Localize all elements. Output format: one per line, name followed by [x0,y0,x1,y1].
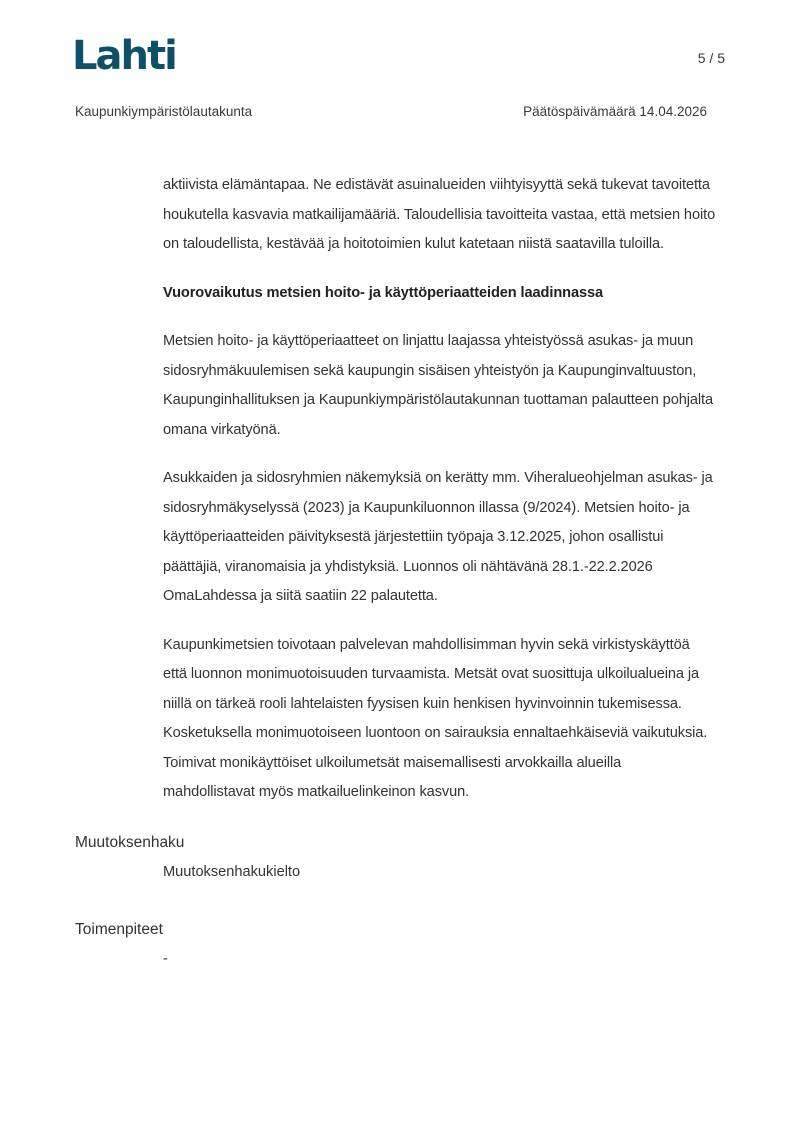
toimenpiteet-value: - [163,951,168,967]
section-toimenpiteet [75,919,715,970]
lahti-logo: Lahti [72,33,176,79]
muutoksenhaku-label: Muutoksenhaku [75,834,185,851]
toimenpiteet-label: Toimenpiteet [75,921,163,938]
paragraph-kaupunkimetsat: Kaupunkimetsien toivotaan palvelevan mahdollisimman hyvin sekä virkistyskäyttöä että luonnon monimuotoisuuden turvaamista. Metsät ovat suosittuja ulkoilualueina ja niillä on tärkeä rooli lahtelaisten fyysisen kuin henkisen hyvinvoinnin tukemisessa. Kosketuksella monimuotoiseen luontoon on sairauksia ennaltaehkäiseviä vaikutuksia. Toimivat monikäyttöiset ulkoilumetsät maisemallisesti arvokkailla alueilla mahdollistavat myös matkailuelinkeinon kasvun. [163,636,708,800]
document-meta-row [75,104,707,119]
heading-vuorovaikutus: Vuorovaikutus metsien hoito- ja käyttöperiaatteiden laadinnassa [163,284,604,301]
page-number: 5 / 5 [697,50,725,66]
paragraph-osallistuminen: Asukkaiden ja sidosryhmien näkemyksiä on kerätty mm. Viheralueohjelman asukas- ja sidosryhmäkyselyssä (2023) ja Kaupunkiluonnon illassa (9/2024). Metsien hoito- ja käyttöperiaatteiden päivityksestä järjestettiin työpaja 3.12.2025, johon osallistui päättäjiä, viranomaisia ja yhdistyksiä. Luonnos oli nähtävänä 28.1.-22.2.2026 OmaLahdessa ja siitä saatiin 22 palautetta. [163,470,713,604]
section-muutoksenhaku [75,832,715,883]
muutoksenhaku-value: Muutoksenhakukielto [163,864,301,880]
paragraph-economy: aktiivista elämäntapaa. Ne edistävät asuinalueiden viihtyisyyttä sekä tukevat tavoitetta houkutella kasvavia matkailijamääriä. Taloudellisia tavoitteita vastaa, että metsien hoito on taloudellista, kestävää ja hoitotoimien kulut katetaan niistä saatavilla tuloilla. [163,177,716,252]
document-body [163,171,716,827]
committee-name: Kaupunkiympäristölautakunta [75,104,253,119]
decision-date: Päätöspäivämäärä 14.04.2026 [523,104,707,119]
paragraph-yhteistyo: Metsien hoito- ja käyttöperiaatteet on linjattu laajassa yhteistyössä asukas- ja muun sidosryhmäkuulemisen sekä kaupungin sisäisen yhteistyön ja Kaupunginvaltuuston, Kaupunginhallituksen ja Kaupunkiympäristölautakunnan tuottaman palautteen pohjalta omana virkatyönä. [163,333,714,438]
